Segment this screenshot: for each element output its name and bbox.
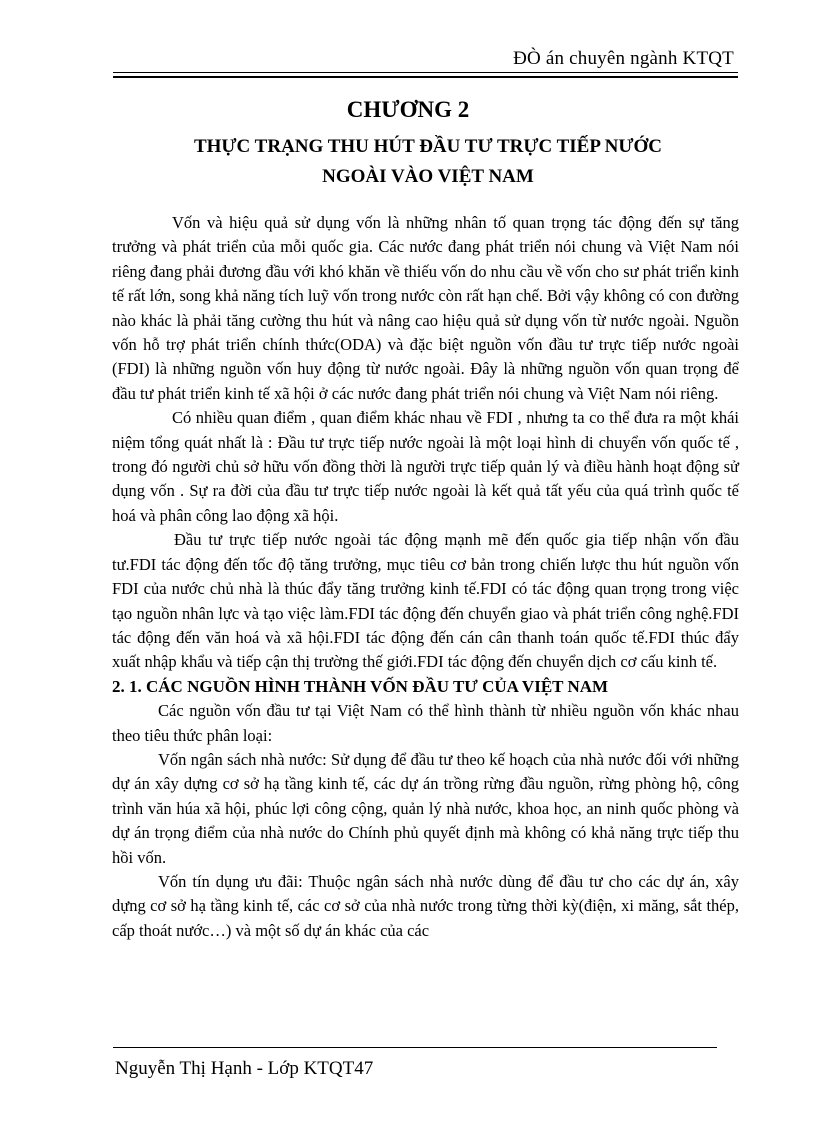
- section-paragraph: Vốn tín dụng ưu đãi: Thuộc ngân sách nhà nước dùng để đầu tư cho các dự án, xây dựng cơ sở hạ tầng kinh tế, các cơ sở của nhà nước trong từng thời kỳ(điện, xi măng, sắt thép, cấp thoát nước…) và một số dự án khác của các: [112, 871, 739, 940]
- header-rule-thick: [113, 76, 738, 78]
- section-heading: 2. 1. CÁC NGUỒN HÌNH THÀNH VỐN ĐẦU TƯ CỦA VIỆT NAM: [112, 676, 609, 696]
- body-paragraph: Có nhiều quan điểm , quan điểm khác nhau về FDI , nhưng ta co thể đưa ra một khái niệm tổng quát nhất là : Đầu tư trực tiếp nước ngoài là một loại hình di chuyển vốn quốc tế , trong đó người chủ sở hữu vốn đồng thời là người trực tiếp quản lý và điều hành hoạt động sử dụng vốn . Sự ra đời của đầu tư trực tiếp nước ngoài là kết quả tất yếu của quá trình quốc tế hoá và phân công lao động xã hội.: [112, 408, 739, 525]
- section-paragraph: Vốn ngân sách nhà nước: Sử dụng để đầu tư theo kế hoạch của nhà nước đối với những dự án xây dựng cơ sở hạ tầng kinh tế, các dự án trồng rừng đầu nguồn, rừng phòng hộ, công trình văn húa xã hội, phúc lợi công cộng, quản lý nhà nước, khoa học, an ninh quốc phòng và dự án trọng điểm của nhà nước do Chính phủ quyết định mà không có khả năng trực tiếp thu hồi vốn.: [112, 749, 739, 867]
- footer-rule: [113, 1047, 717, 1048]
- chapter-number: CHƯƠNG 2: [346, 97, 470, 122]
- footer-author: Nguyễn Thị Hạnh - Lớp KTQT47: [115, 1058, 374, 1079]
- running-header-title: ĐÒ án chuyên ngành KTQT: [513, 48, 734, 69]
- body-paragraph: Đầu tư trực tiếp nước ngoài tác động mạnh mẽ đến quốc gia tiếp nhận vốn đầu tư.FDI tác động đến tốc độ tăng trưởng, mục tiêu cơ bản trong chiến lược thu hút nguồn vốn FDI của nước chủ nhà là thúc đẩy tăng trưởng kinh tế.FDI có tác động quan trọng trong việc tạo nguồn nhân lực và tạo việc làm.FDI tác động đến chuyển giao và phát triển công nghệ.FDI tác động đến văn hoá và xã hội.FDI tác động đến cán cân thanh toán quốc tế.FDI thúc đẩy xuất nhập khẩu và tiếp cận thị trường thế giới.FDI tác động đến chuyển dịch cơ cấu kinh tế.: [112, 530, 739, 672]
- section-paragraph: Các nguồn vốn đầu tư tại Việt Nam có thể hình thành từ nhiều nguồn vốn khác nhau theo tiêu thức phân loại:: [112, 701, 739, 745]
- chapter-title-line-2: NGOÀI VÀO VIỆT NAM: [322, 166, 534, 187]
- chapter-title-line-1: THỰC TRẠNG THU HÚT ĐẦU TƯ TRỰC TIẾP NƯỚC: [193, 136, 663, 157]
- document-body: [112, 211, 739, 943]
- header-rule-thin: [113, 72, 738, 73]
- body-paragraph: Vốn và hiệu quả sử dụng vốn là những nhân tố quan trọng tác động đến sự tăng trưởng và phát triển của mỗi quốc gia. Các nước đang phát triển nói chung và Việt Nam nói riêng đang phải đương đầu với khó khăn về thiếu vốn do nhu cầu về vốn cho sư phát triển kinh tế rất lớn, song khả năng tích luỹ vốn trong nước còn rất hạn chế. Bởi vậy không có con đường nào khác là phải tăng cường thu hút và nâng cao hiệu quả sử dụng vốn từ nước ngoài. Nguồn vốn hỗ trợ phát triển chính thức(ODA) và đặc biệt nguồn vốn đầu tư trực tiếp nước ngoài (FDI) là những nguồn vốn huy động từ nước ngoài. Đây là những nguồn vốn quan trọng để đầu tư phát triển kinh tế xã hội ở các nước đang phát triển nói chung và Việt Nam nói riêng.: [112, 213, 739, 403]
